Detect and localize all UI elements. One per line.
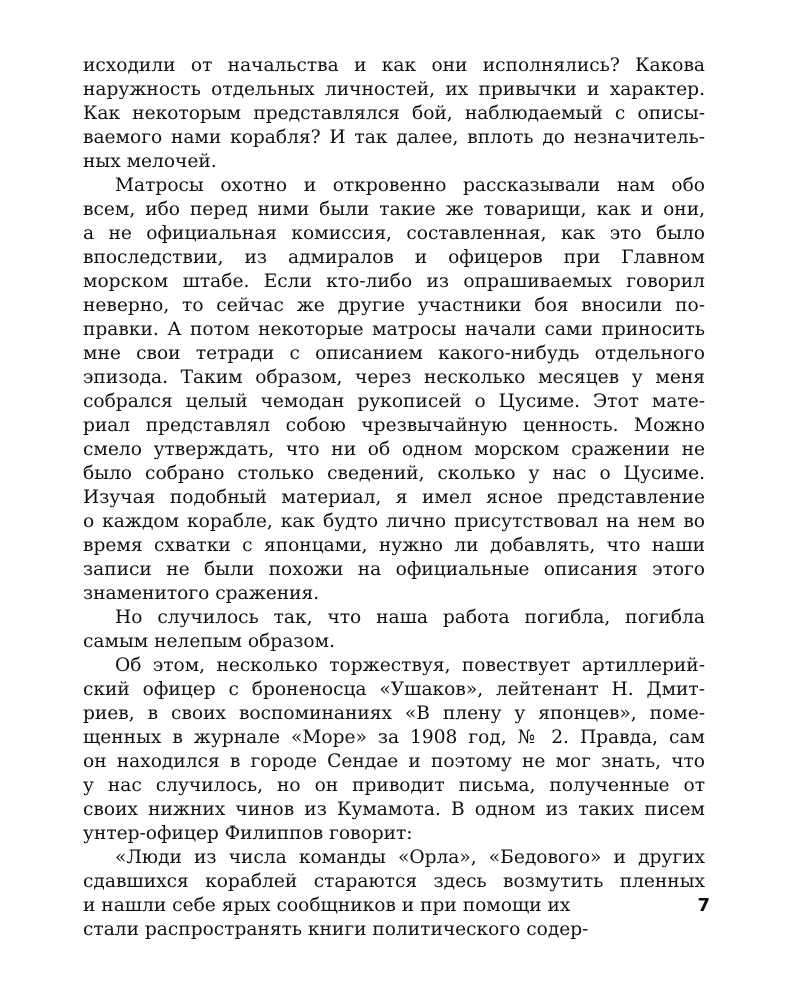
text-line: у нас случилось, но он приводит письма, полученные от <box>83 775 705 796</box>
body-text <box>83 54 705 942</box>
text-line: записи не были похожи на официальные описания этого <box>83 559 705 580</box>
text-line: исходили от начальства и как они исполнялись? Какова <box>83 55 705 76</box>
text-line: стали распространять книги политического содер- <box>83 919 589 940</box>
text-line: неверно, то сейчас же другие участники боя вносили по- <box>83 295 705 316</box>
text-line: сдавшихся кораблей стараются здесь возмутить пленных <box>83 871 705 892</box>
text-line: щенных в журнале «Море» за 1908 год, № 2. Правда, сам <box>83 727 705 748</box>
page-number: 7 <box>697 895 710 916</box>
text-line: самым нелепым образом. <box>83 631 335 652</box>
text-line: знаменитого сражения. <box>83 583 320 604</box>
text-line: мне свои тетради с описанием какого-нибудь отдельного <box>83 343 705 364</box>
text-line: смело утверждать, что ни об одном морском сражении не <box>83 439 705 460</box>
text-line: «Люди из числа команды «Орла», «Бедового» и других <box>115 847 705 868</box>
text-line: своих нижних чинов из Кумамота. В одном из таких писем <box>83 799 705 820</box>
text-line: наружность отдельных личностей, их привычки и характер. <box>83 79 705 100</box>
text-line: Но случилось так, что наша работа погибла, погибла <box>115 607 705 628</box>
text-line: время схватки с японцами, нужно ли добавлять, что наши <box>83 535 705 556</box>
text-line: эпизода. Таким образом, через несколько месяцев у меня <box>83 367 705 388</box>
text-line: Изучая подобный материал, я имел ясное представление <box>83 487 705 508</box>
text-line: унтер-офицер Филиппов говорит: <box>83 823 413 844</box>
text-line: риев, в своих воспоминаниях «В плену у японцев», поме- <box>83 703 705 724</box>
text-line: ский офицер с броненосца «Ушаков», лейтенант Н. Дмит- <box>83 679 705 700</box>
text-line: Матросы охотно и откровенно рассказывали нам обо <box>115 175 705 196</box>
text-line: ных мелочей. <box>83 151 217 172</box>
text-line: впоследствии, из адмиралов и офицеров при Главном <box>83 247 705 268</box>
text-line: собрался целый чемодан рукописей о Цусиме. Этот мате- <box>83 391 705 412</box>
text-line: всем, ибо перед ними были такие же товарищи, как и они, <box>83 199 705 220</box>
text-line: Как некоторым представлялся бой, наблюдаемый с описы- <box>83 103 705 124</box>
text-line: Об этом, несколько торжествуя, повествует артиллерий- <box>115 655 705 676</box>
text-line: и нашли себе ярых сообщников и при помощи их <box>83 895 571 916</box>
text-line: риал представлял собою чрезвычайную ценность. Можно <box>83 415 705 436</box>
text-line: а не официальная комиссия, составленная, как это было <box>83 223 705 244</box>
text-line: ваемого нами корабля? И так далее, вплоть до незначитель- <box>83 127 705 148</box>
text-line: морском штабе. Если кто-либо из опрашиваемых говорил <box>83 271 705 292</box>
text-line: он находился в городе Сендае и поэтому не мог знать, что <box>83 751 705 772</box>
text-line: правки. А потом некоторые матросы начали сами приносить <box>83 319 705 340</box>
text-line: было собрано столько сведений, сколько у нас о Цусиме. <box>83 463 705 484</box>
text-line: о каждом корабле, как будто лично присутствовал на нем во <box>83 511 705 532</box>
